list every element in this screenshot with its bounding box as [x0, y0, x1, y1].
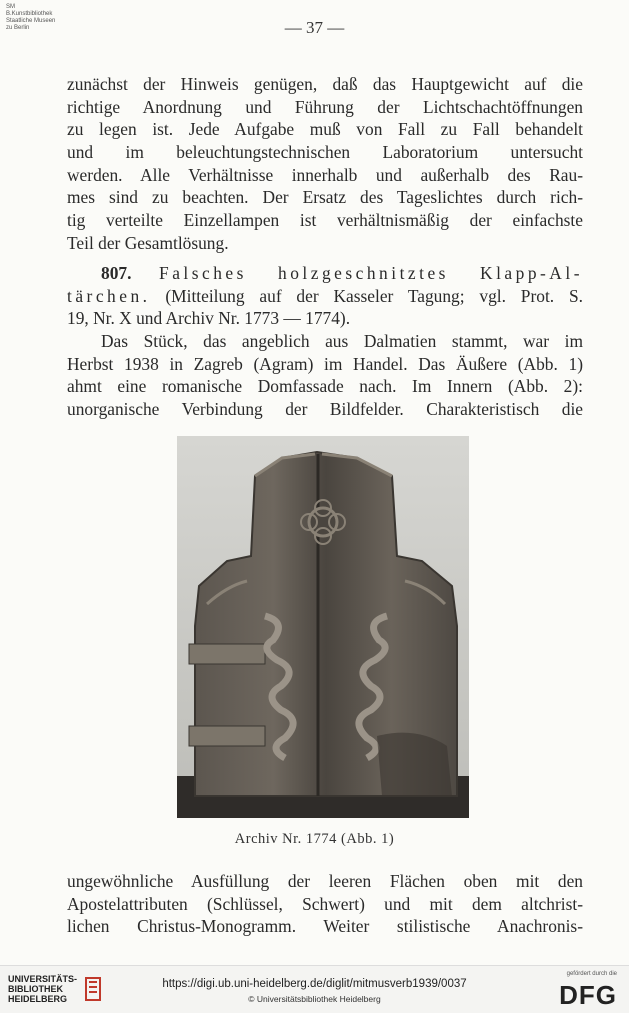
funded-by-label: gefördert durch die — [566, 971, 617, 977]
text-line: ahmt eine romanische Domfassade nach. Im Innern (Abb. 2): — [67, 376, 583, 397]
stamp-line: B.Kunstbibliothek — [6, 11, 53, 17]
text-line: zunächst der Hinweis genügen, daß das Hauptgewicht auf die — [67, 74, 583, 94]
logo-line: HEIDELBERG — [8, 994, 68, 1004]
text-line: zu legen ist. Jede Aufgabe muß von Fall zu Fall behandelt — [67, 119, 583, 140]
logo-line: BIBLIOTHEK — [8, 984, 63, 994]
entry-number: 807. — [101, 263, 132, 283]
copyright-notice: © Universitätsbibliothek Heidelberg — [248, 994, 381, 1004]
stamp-line: SM — [6, 4, 15, 10]
figure-caption: Archiv Nr. 1774 (Abb. 1) — [234, 831, 395, 847]
page-number: — 37 — — [284, 18, 345, 37]
stamp-line: zu Berlin — [6, 25, 30, 31]
text-line: unorganische Verbindung der Bildfelder. Charakteristisch die — [67, 399, 583, 420]
entry-reference-line: 19, Nr. X und Archiv Nr. 1773 — 1774). — [67, 308, 351, 329]
paragraph-3 — [67, 330, 583, 421]
entry-title: Falsches holzgeschnitztes Klapp-Al- — [159, 263, 583, 283]
text-line: Das Stück, das angeblich aus Dalmatien stammt, war im — [101, 331, 583, 351]
text-line: Herbst 1938 in Zagreb (Agram) im Handel. Das Äußere (Abb. 1) — [67, 353, 583, 374]
entry-title-cont: tärchen. — [67, 285, 151, 306]
stamp-line: Staatliche Museen — [6, 18, 56, 24]
text-line: und im beleuchtungstechnischen Laboratorium untersucht — [67, 142, 583, 163]
text-line: tig verteilte Einzellampen ist verhältnismäßig der einfachste — [67, 210, 583, 231]
altar-photograph-image — [177, 436, 469, 818]
paragraph-1 — [67, 73, 583, 255]
text-line: ungewöhnliche Ausfüllung der leeren Flächen oben mit den — [67, 871, 583, 891]
logo-line: UNIVERSITÄTS- — [8, 974, 78, 984]
entry-title-line-2 — [67, 285, 583, 308]
entry-reference: (Mitteilung auf der Kasseler Tagung; vgl. Prot. S. — [165, 285, 583, 306]
altar-photograph — [177, 436, 469, 818]
entry-title-line — [67, 262, 583, 285]
text-line: richtige Anordnung und Führung der Lichtschachtöffnungen — [67, 96, 583, 117]
permalink-url[interactable]: https://digi.ub.uni-heidelberg.de/diglit/mitmusverb1939/0037 — [162, 978, 467, 990]
text-line: mes sind zu beachten. Der Ersatz des Tageslichtes durch rich- — [67, 187, 583, 208]
text-line: Apostelattributen (Schlüssel, Schwert) und mit dem altchrist- — [67, 893, 583, 914]
paragraph-4 — [67, 870, 583, 938]
text-line: lichen Christus-Monogramm. Weiter stilistische Anachronis- — [67, 916, 583, 937]
text-line: werden. Alle Verhältnisse innerhalb und außerhalb des Rau- — [67, 164, 583, 185]
dfg-logo[interactable]: DFG — [559, 980, 617, 1010]
footer-bar — [0, 965, 629, 1013]
entry-807 — [67, 262, 583, 330]
text-line: Teil der Gesamtlösung. — [67, 232, 229, 253]
